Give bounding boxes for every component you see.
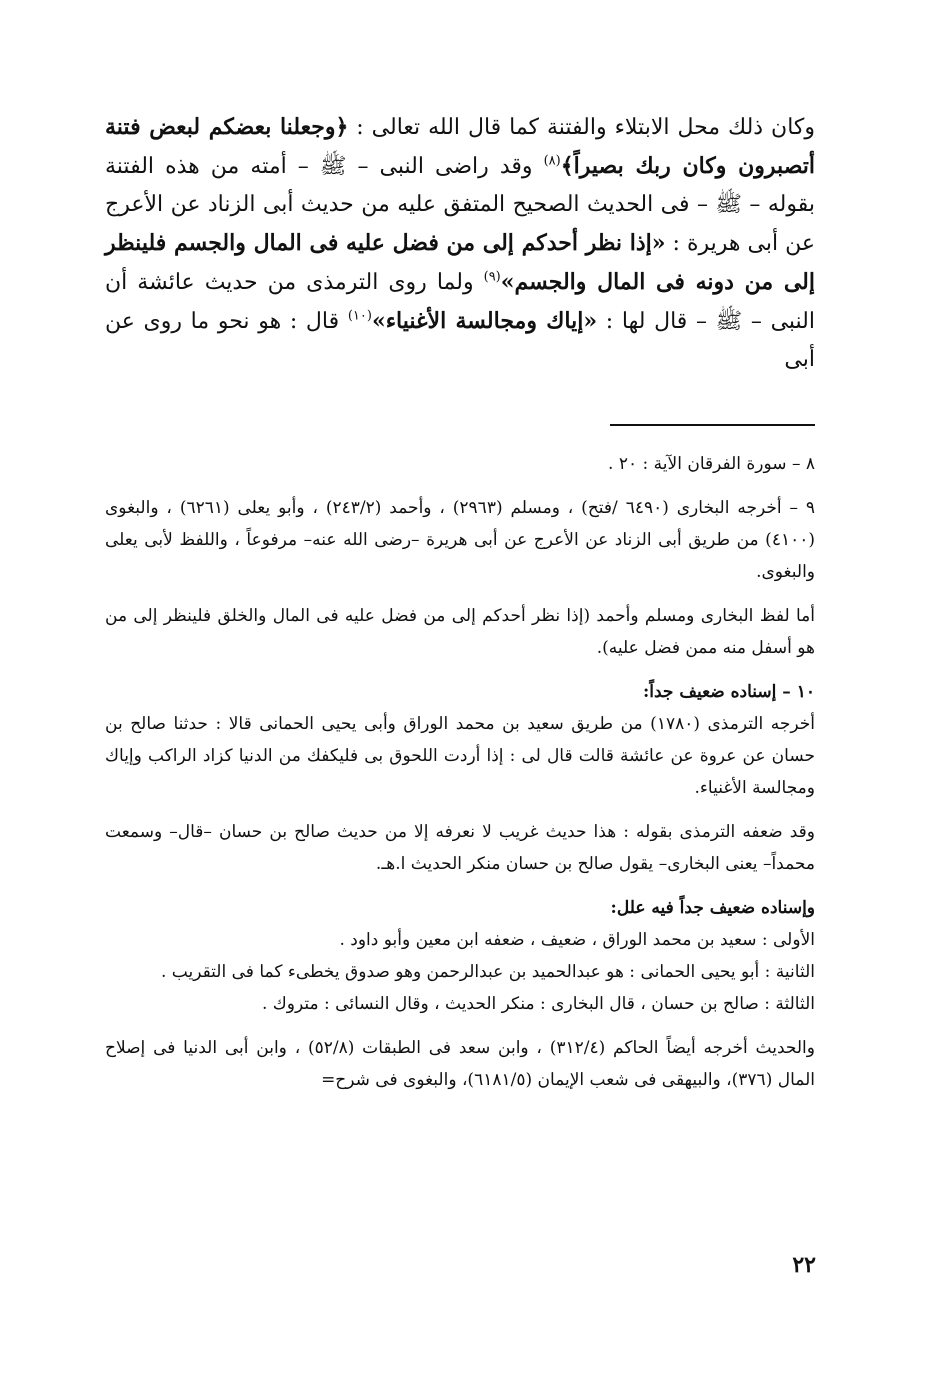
- hadith-quote-2: «إياك ومجالسة الأغنياء»: [371, 308, 598, 334]
- footnote-ref-9: (٩): [483, 269, 501, 285]
- footnote-10-text-c: الأولى : سعيد بن محمد الوراق ، ضعيف ، ضعفه ابن معين وأبو داود .: [339, 930, 815, 950]
- footnote-10-text-f: والحديث أخرجه أيضاً الحاكم (٣١٢/٤) ، وابن سعد فى الطبقات (٥٢/٨) ، وابن أبى الدنيا فى إصلاح المال (٣٧٦)، والبيهقى فى شعب الإيمان (٦١٨١/٥)، والبغوى فى شرح=: [105, 1038, 815, 1090]
- footnote-10-heading-2: وإسناده ضعيف جداً فيه علل:: [610, 898, 815, 918]
- footnote-10-text-e: الثالثة : صالح بن حسان ، قال البخارى : منكر الحديث ، وقال النسائى : متروك .: [261, 994, 815, 1014]
- main-text-block: [105, 108, 815, 379]
- footnote-9: ٩ – أخرجه البخارى (٦٤٩٠ /فتح) ، ومسلم (٢٩٦٣) ، وأحمد (٢٤٣/٢) ، وأبو يعلى (٦٢٦١) ، والبغوى (٤١٠٠) من طريق أبى الزناد عن الأعرج عن أبى هريرة –رضى الله عنه– مرفوعاً ، واللفظ لأبى يعلى والبغوى.: [105, 498, 816, 582]
- footnote-divider: [610, 424, 815, 426]
- footnote-8: ٨ – سورة الفرقان الآية : ٢٠ .: [608, 454, 815, 474]
- main-text-d: قال : هو نحو ما روى عن أبى: [105, 309, 815, 372]
- footnote-ref-10: (١٠): [347, 308, 372, 324]
- page-number: ٢٢: [792, 1252, 816, 1278]
- footnote-10-text-d: الثانية : أبو يحيى الحمانى : هو عبدالحميد بن عبدالرحمن وهو صدوق يخطىء كما فى التقريب .: [160, 962, 815, 982]
- footnote-10-heading: ١٠ – إسناده ضعيف جداً:: [643, 682, 815, 702]
- main-paragraph: [105, 108, 815, 379]
- main-text-b: وقد راضى النبى – ﷺ – أمته من هذه الفتنة بقوله – ﷺ – فى الحديث الصحيح المتفق عليه من حديث أبى الزناد عن الأعرج عن أبى هريرة :: [105, 154, 816, 256]
- quran-quote: ﴿وجعلنا بعضكم لبعض فتنة أتصبرون وكان ربك بصيراً﴾: [105, 114, 816, 179]
- footnote-9-continued: أما لفظ البخارى ومسلم وأحمد (إذا نظر أحدكم إلى من فضل عليه فى المال والخلق فلينظر إلى من هو أسفل منه ممن فضل عليه).: [105, 606, 815, 658]
- footnotes-block: [105, 448, 815, 1096]
- main-text-c: ولما روى الترمذى من حديث عائشة أن النبى – ﷺ – قال لها :: [105, 270, 815, 334]
- hadith-quote-1: «إذا نظر أحدكم إلى من فضل عليه فى المال والجسم فلينظر إلى من دونه فى المال والجسم»: [105, 230, 815, 295]
- main-text-a: وكان ذلك محل الابتلاء والفتنة كما قال الله تعالى :: [348, 115, 816, 140]
- footnote-ref-8: (٨): [543, 153, 561, 169]
- footnote-10-text-a: أخرجه الترمذى (١٧٨٠) من طريق سعيد بن محمد الوراق وأبى يحيى الحمانى قالا : حدثنا صالح بن حسان عن عروة عن عائشة قالت قال لى : إذا أردت اللحوق بى فليكفك من الدنيا كزاد الراكب وإياك ومجالسة الأغنياء.: [105, 714, 815, 798]
- footnote-10-text-b: وقد ضعفه الترمذى بقوله : هذا حديث غريب لا نعرفه إلا من حديث صالح بن حسان –قال– وسمعت محمداً– يعنى البخارى– يقول صالح بن حسان منكر الحديث ا.هـ.: [105, 822, 815, 874]
